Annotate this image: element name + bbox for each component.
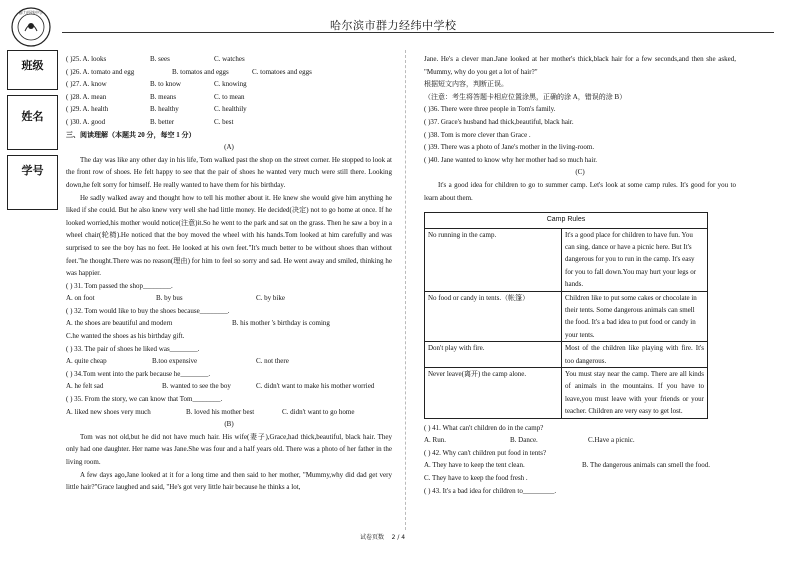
tf-item: ( )38. Tom is more clever than Grace . xyxy=(424,130,531,139)
mc-item: ( )29. A. health B. healthy C. healthily xyxy=(66,105,247,114)
footer-label: 试卷页数 xyxy=(360,534,385,541)
table-row xyxy=(425,228,708,291)
question: ( ) 43. It's a bad idea for children to_________. xyxy=(424,486,557,495)
reason-cell: You must stay near the camp. There are all kinds of animals in the mountains. If you have to leave,you must leave with your friends or your teacher. Children are very easy to get lost. xyxy=(562,368,708,419)
question: ( ) 31. Tom passed the shop________. xyxy=(66,281,173,290)
passage-b-paragraph: A few days ago,Jane looked at it for a long time and then said to her mother, "Mummy,why did dad get very little hair?"Grace laughed and said, "He's got very little hair because he thinks a lot, xyxy=(66,470,392,492)
column-divider xyxy=(405,50,406,530)
camp-rules-table xyxy=(424,212,708,419)
header-rule xyxy=(62,32,774,33)
mc-item: ( )27. A. know B. to know C. knowing xyxy=(66,80,247,89)
reason-cell: It's a good place for children to have fun. You can sing, dance or have a picnic here. But It's dangerous for you to run in the camp. It's easy for you to fall down.You may hurt your legs or hands. xyxy=(562,228,708,291)
tf-note: （注意：考生将答题卡相应位置涂黑，正确的涂 A，错误的涂 B） xyxy=(424,92,627,101)
rule-cell: Never leave(离开) the camp alone. xyxy=(425,368,562,419)
rule-cell: Don't play with fire. xyxy=(425,342,562,368)
tf-item: ( )36. There were three people in Tom's family. xyxy=(424,105,556,114)
rule-cell: No running in the camp. xyxy=(425,228,562,291)
passage-b-label: (B) xyxy=(224,420,234,429)
mc-item: ( )30. A. good B. better C. best xyxy=(66,117,234,126)
options: A. the shoes are beautiful and modern B. his mother 's birthday is coming xyxy=(66,319,330,328)
options: A. quite cheap B.too expensive C. not there xyxy=(66,357,289,366)
mc-item: ( )26. A. tomato and egg B. tomatos and eggs C. tomatoes and eggs xyxy=(66,67,312,76)
passage-b-paragraph: Tom was not old,but he did not have much hair. His wife(妻子),Grace,had thick,beautiful, black hair. They only had one daughter. Her name was Jane.She was four and a half years old. There was a photo of her father in the living room. xyxy=(66,432,392,466)
mc-item: ( )25. A. looks B. sees C. watches xyxy=(66,55,245,63)
tf-item: ( )37. Grace's husband had thick,beautiful, black hair. xyxy=(424,117,574,126)
question: ( ) 33. The pair of shoes he liked was________. xyxy=(66,344,200,353)
options: C.he wanted the shoes as his birthday gift. xyxy=(66,332,185,341)
reason-cell: Children like to put some cakes or chocolate in their tents. Some dangerous animals can smell the food. It's a bad idea to put food or candy in your tents. xyxy=(562,291,708,342)
options: A. on foot B. by bus C. by bike xyxy=(66,294,285,303)
passage-a-paragraph: The day was like any other day in his life, Tom walked past the shop on the street corner. He stopped to look at the front row of shoes. He felt happy to see that the pair of shoes he wanted very much were still there. Looking down,he felt sorry for himself. He really wanted to have them for his birthday. xyxy=(66,155,392,189)
rule-cell: No food or candy in tents.（帐篷） xyxy=(425,291,562,342)
tf-item: ( )40. Jane wanted to know why her mother had so much hair. xyxy=(424,155,598,164)
question: ( ) 34.Tom went into the park because he________. xyxy=(66,369,211,378)
page-number: 2 / 4 xyxy=(391,534,406,541)
id-box xyxy=(7,155,58,210)
passage-c-label: (C) xyxy=(575,168,585,177)
school-logo xyxy=(10,6,52,48)
section-title: 三、阅读理解（本题共 20 分，每空 1 分） xyxy=(66,130,196,139)
left-column xyxy=(66,53,392,494)
passage-a-label: (A) xyxy=(224,143,234,152)
mc-item: ( )28. A. mean B. means C. to mean xyxy=(66,92,245,101)
reason-cell: Most of the children like playing with fire. It's too dangerous. xyxy=(562,342,708,368)
tf-item: ( )39. There was a photo of Jane's mother in the living-room. xyxy=(424,143,595,152)
options: A. Run. B. Dance. C.Have a picnic. xyxy=(424,436,635,445)
table-row xyxy=(425,291,708,342)
question: ( ) 32. Tom would like to buy the shoes because________. xyxy=(66,306,230,315)
name-box xyxy=(7,95,58,150)
table-row xyxy=(425,368,708,419)
logo-text: 群力经纬中学 xyxy=(19,10,43,15)
name-label: 姓名 xyxy=(21,110,44,123)
passage-c: It's a good idea for children to go to summer camp. Let's look at some camp rules. It's good for you to learn about them. xyxy=(424,180,736,202)
options: A. liked new shoes very much B. loved his mother best C. didn't want to go home xyxy=(66,407,355,416)
passage-a-paragraph: He sadly walked away and thought how to tell his mother about it. He knew she would give him anything he liked if she could. But he also knew very well she had little money. He decided(决定) not to go home at once. If he looked worried,his mother would notice(注意)it.So he went to the park and sat on the grass. Then he saw a boy in a wheel chair(轮椅).He noticed that the boy moved the wheel with his hands.Tom looked at him carefully and was surprised to see the boy has no feet. He looked at his own feet."It's much better to be without shoes than without feet."he thought.There was no reason(理由) for him to feel so sorry and sad. He went away and smiled, thinking he was happier. xyxy=(66,193,392,278)
options: A. They have to keep the tent clean. B. The dangerous animals can smell the food. xyxy=(424,461,710,470)
question: ( ) 35. From the story, we can know that Tom________. xyxy=(66,395,223,404)
question: ( ) 41. What can't children do in the camp? xyxy=(424,423,544,432)
school-title: 哈尔滨市群力经纬中学校 xyxy=(330,19,457,32)
right-column xyxy=(424,53,736,497)
class-label: 班级 xyxy=(21,59,44,72)
table-row xyxy=(425,342,708,368)
tf-instruction: 根据短文内容，判断正误。 xyxy=(424,80,508,89)
options: C. They have to keep the food fresh . xyxy=(424,474,528,482)
table-title: Camp Rules xyxy=(425,213,708,228)
options: A. he felt sad B. wanted to see the boy C. didn't want to make his mother worried xyxy=(66,382,375,391)
class-box xyxy=(7,50,58,90)
id-label: 学号 xyxy=(21,164,44,177)
passage-b-continued: Jane. He's a clever man.Jane looked at her mother's thick,black hair for a few seconds,and then she asked, "Mummy, why do you get a lot of hair?" xyxy=(424,55,736,76)
page-footer xyxy=(360,532,405,541)
question: ( ) 42. Why can't children put food in tents? xyxy=(424,448,547,457)
